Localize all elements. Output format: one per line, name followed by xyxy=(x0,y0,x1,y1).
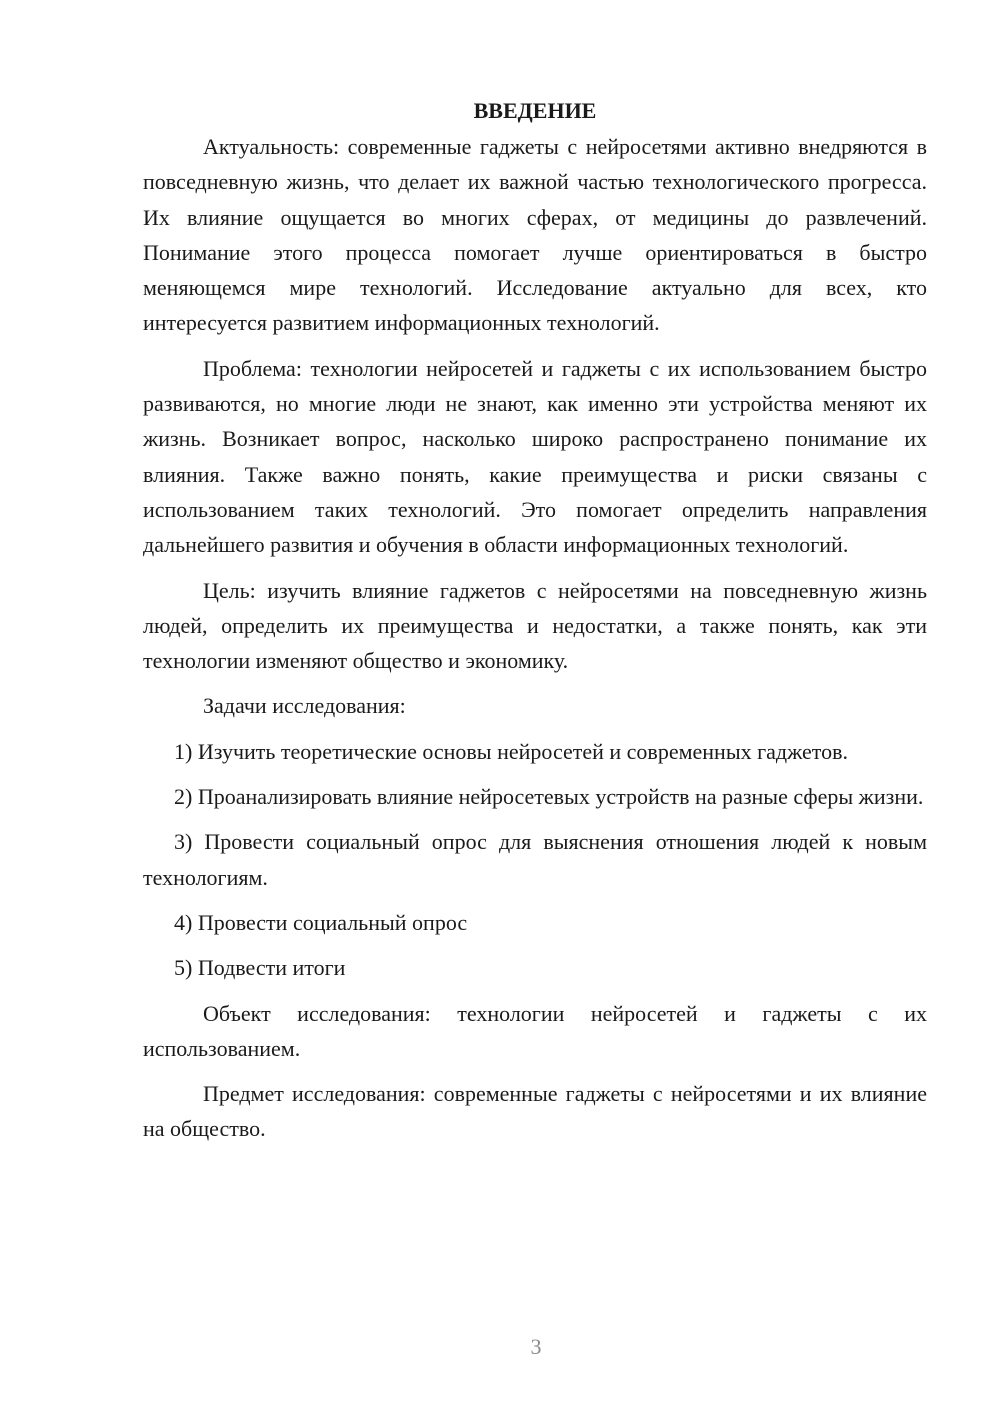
problem-paragraph: Проблема: технологии нейросетей и гаджеты с их использованием быстро развиваются, но многие люди не знают, как именно эти устройства меняют их жизнь. Возникает вопрос, насколько широко распространено понимание их влияния. Также важно понять, какие преимущества и риски связаны с использованием таких технологий. Это помогает определить направления дальнейшего развития и обучения в области информационных технологий. xyxy=(143,355,927,558)
subject-paragraph: Предмет исследования: современные гаджеты с нейросетями и их влияние на общество. xyxy=(143,1081,927,1142)
page-content xyxy=(143,95,927,1157)
object-paragraph: Объект исследования: технологии нейросетей и гаджеты с их использованием. xyxy=(143,1000,927,1061)
page-title: ВВЕДЕНИЕ xyxy=(473,98,597,123)
task-item-2: 2) Проанализировать влияние нейросетевых устройств на разные сферы жизни. xyxy=(174,784,924,810)
task-item-5: 5) Подвести итоги xyxy=(174,955,346,981)
goal-paragraph: Цель: изучить влияние гаджетов с нейросетями на повседневную жизнь людей, определить их преимущества и недостатки, а также понять, как эти технологии изменяют общество и экономику. xyxy=(143,577,927,674)
task-item-4: 4) Провести социальный опрос xyxy=(174,909,468,935)
relevance-paragraph: Актуальность: современные гаджеты с нейросетями активно внедряются в повседневную жизнь, что делает их важной частью технологического прогресса. Их влияние ощущается во многих сферах, от медицины до развлечений. Понимание этого процесса помогает лучше ориентироваться в быстро меняющемся мире технологий. Исследование актуально для всех, кто интересуется развитием информационных технологий. xyxy=(143,134,927,336)
tasks-heading: Задачи исследования: xyxy=(203,693,406,719)
task-item-3: 3) Провести социальный опрос для выяснения отношения людей к новым технологиям. xyxy=(143,829,927,890)
task-item-1: 1) Изучить теоретические основы нейросетей и современных гаджетов. xyxy=(174,738,848,764)
page-number: 3 xyxy=(530,1334,542,1359)
